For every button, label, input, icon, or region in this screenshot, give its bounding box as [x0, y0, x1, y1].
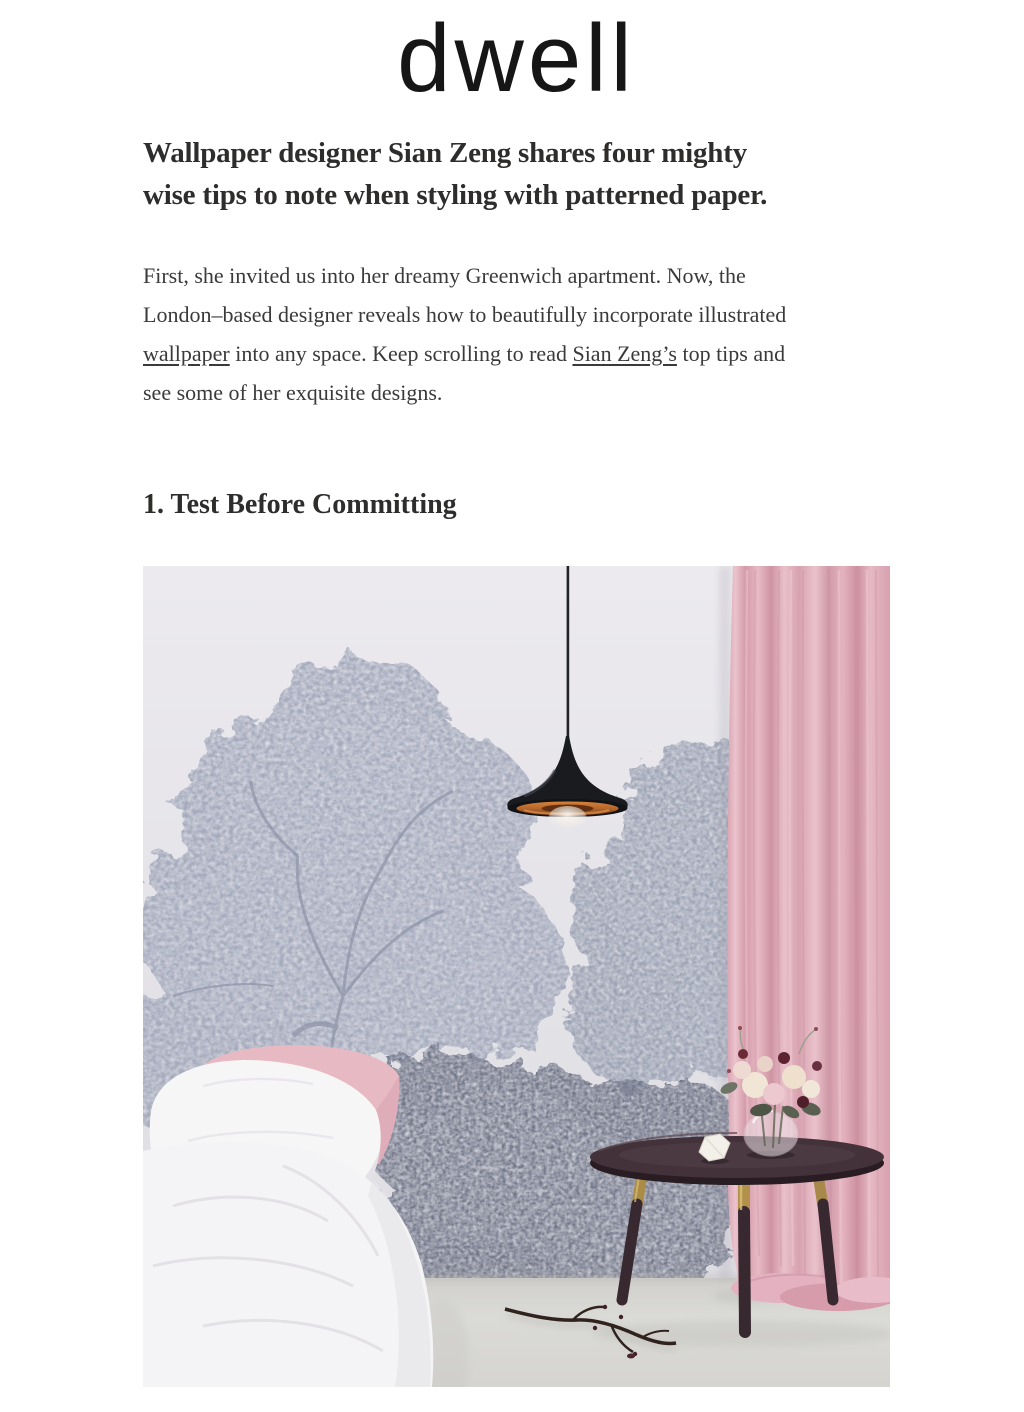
masthead — [143, 5, 890, 112]
intro-line-2: London–based designer reveals how to beautifully incorporate illustrated — [143, 301, 787, 327]
article-photo — [143, 566, 890, 1387]
article-column — [143, 0, 890, 1387]
intro-line-4: see some of her exquisite designs. — [143, 379, 443, 405]
sian-zeng-link[interactable]: Sian Zeng’s — [572, 340, 677, 366]
intro-paragraph — [143, 256, 890, 412]
intro-line-1: First, she invited us into her dreamy Greenwich apartment. Now, the — [143, 262, 746, 288]
headline-line-2: wise tips to note when styling with patterned paper. — [143, 178, 768, 211]
article-headline — [143, 132, 890, 216]
intro-line-3-mid: into any space. Keep scrolling to read — [229, 340, 573, 366]
intro-line-3-end: top tips and — [676, 340, 786, 366]
dwell-logo[interactable]: dwell — [397, 5, 636, 112]
intro-line-3 — [143, 334, 890, 373]
tip-1-heading: 1. Test Before Committing — [143, 488, 457, 520]
headline-line-1: Wallpaper designer Sian Zeng shares four mighty — [143, 136, 747, 169]
wallpaper-link[interactable]: wallpaper — [143, 340, 230, 366]
